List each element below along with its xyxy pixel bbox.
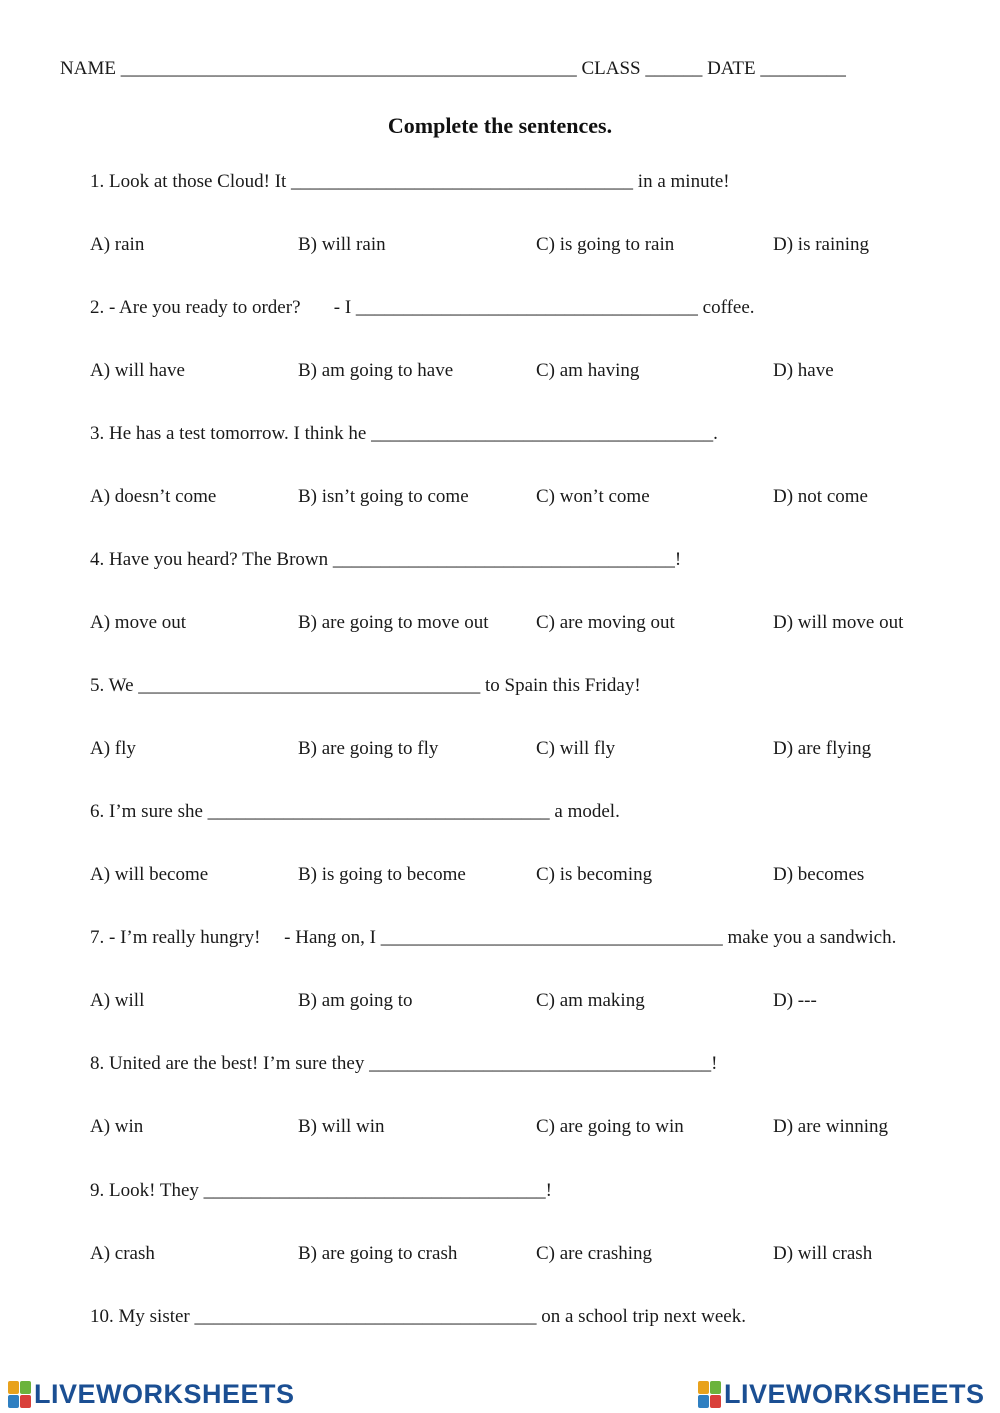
option-c[interactable]: C) am making — [536, 990, 645, 1011]
option-c[interactable]: C) are moving out — [536, 612, 675, 633]
option-d[interactable]: D) --- — [773, 990, 817, 1011]
option-a[interactable]: A) crash — [90, 1243, 155, 1264]
option-b[interactable]: B) are going to crash — [298, 1243, 458, 1264]
question-3: 3. He has a test tomorrow. I think he ____________________________________. — [90, 423, 718, 444]
student-info-line: NAME ________________________________________________ CLASS ______ DATE _________ — [60, 58, 846, 79]
option-b[interactable]: B) isn’t going to come — [298, 486, 469, 507]
options-3 — [90, 485, 970, 509]
options-9 — [90, 1242, 970, 1266]
option-a[interactable]: A) win — [90, 1116, 144, 1137]
option-c[interactable]: C) won’t come — [536, 486, 650, 507]
question-9: 9. Look! They ____________________________________! — [90, 1180, 552, 1201]
option-d[interactable]: D) will move out — [773, 612, 904, 633]
option-c[interactable]: C) is becoming — [536, 864, 653, 885]
liveworksheets-logo-left — [8, 1378, 295, 1410]
options-7 — [90, 989, 970, 1013]
option-b[interactable]: B) am going to — [298, 990, 413, 1011]
logo-text: LIVEWORKSHEETS — [34, 1378, 295, 1409]
question-6: 6. I’m sure she ____________________________________ a model. — [90, 801, 620, 822]
option-b[interactable]: B) will win — [298, 1116, 385, 1137]
option-d[interactable]: D) will crash — [773, 1243, 873, 1264]
option-d[interactable]: D) are flying — [773, 738, 872, 759]
option-a[interactable]: A) move out — [90, 612, 187, 633]
option-b[interactable]: B) are going to move out — [298, 612, 489, 633]
option-b[interactable]: B) is going to become — [298, 864, 466, 885]
option-d[interactable]: D) is raining — [773, 234, 870, 255]
question-2: 2. - Are you ready to order? - I ____________________________________ coffee. — [90, 297, 755, 318]
option-b[interactable]: B) are going to fly — [298, 738, 439, 759]
question-1: 1. Look at those Cloud! It ____________________________________ in a minute! — [90, 171, 730, 192]
option-d[interactable]: D) have — [773, 360, 834, 381]
options-8 — [90, 1115, 970, 1139]
option-d[interactable]: D) becomes — [773, 864, 865, 885]
option-b[interactable]: B) am going to have — [298, 360, 454, 381]
option-a[interactable]: A) doesn’t come — [90, 486, 217, 507]
options-1 — [90, 233, 970, 257]
options-4 — [90, 611, 970, 635]
option-d[interactable]: D) not come — [773, 486, 868, 507]
worksheet-title: Complete the sentences. — [387, 113, 613, 138]
option-c[interactable]: C) are going to win — [536, 1116, 684, 1137]
option-c[interactable]: C) are crashing — [536, 1243, 653, 1264]
option-b[interactable]: B) will rain — [298, 234, 386, 255]
logo-text: LIVEWORKSHEETS — [724, 1378, 985, 1409]
option-a[interactable]: A) will become — [90, 864, 209, 885]
question-10: 10. My sister ____________________________________ on a school trip next week. — [90, 1306, 746, 1327]
options-6 — [90, 863, 970, 887]
question-8: 8. United are the best! I’m sure they ____________________________________! — [90, 1053, 718, 1074]
option-c[interactable]: C) am having — [536, 360, 640, 381]
liveworksheets-mark-icon — [698, 1381, 721, 1408]
liveworksheets-logo-right — [698, 1378, 985, 1410]
question-7: 7. - I’m really hungry! - Hang on, I ____________________________________ make you a sandwich. — [90, 927, 897, 948]
option-d[interactable]: D) are winning — [773, 1116, 889, 1137]
question-5: 5. We ____________________________________ to Spain this Friday! — [90, 675, 641, 696]
option-a[interactable]: A) will have — [90, 360, 185, 381]
options-2 — [90, 359, 970, 383]
question-4: 4. Have you heard? The Brown ____________________________________! — [90, 549, 682, 570]
option-a[interactable]: A) fly — [90, 738, 136, 759]
option-a[interactable]: A) rain — [90, 234, 145, 255]
option-c[interactable]: C) is going to rain — [536, 234, 675, 255]
option-c[interactable]: C) will fly — [536, 738, 616, 759]
option-a[interactable]: A) will — [90, 990, 145, 1011]
liveworksheets-mark-icon — [8, 1381, 31, 1408]
options-5 — [90, 737, 970, 761]
